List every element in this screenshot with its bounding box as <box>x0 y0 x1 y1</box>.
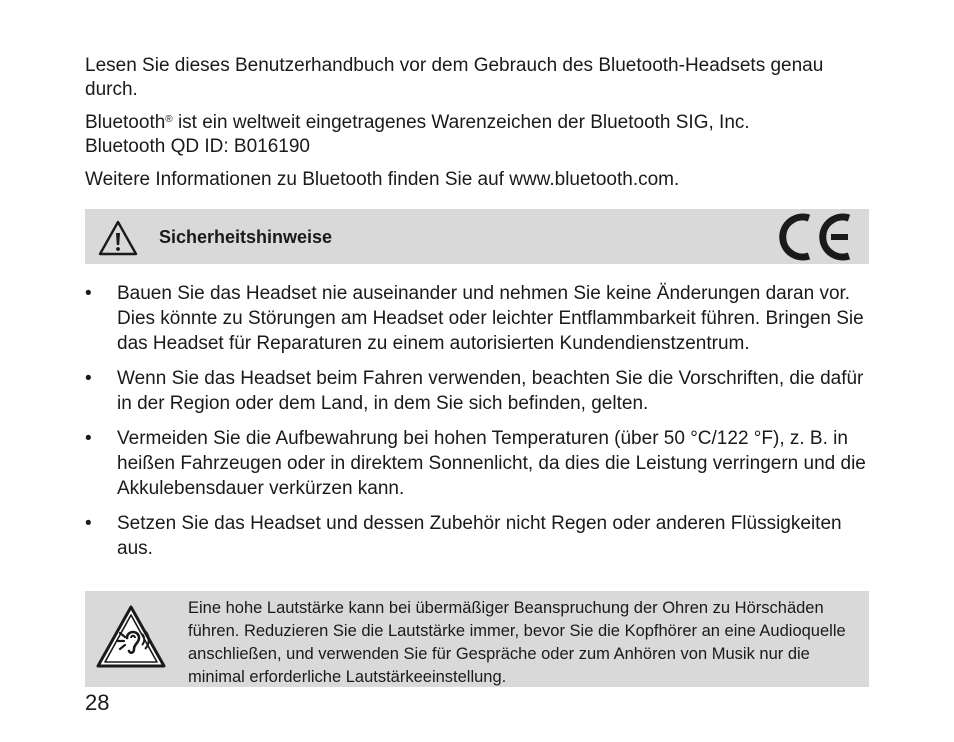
page-number: 28 <box>85 690 110 715</box>
trademark-word: Bluetooth <box>85 112 166 133</box>
safety-title: Sicherheitshinweise <box>159 227 333 247</box>
trademark-rest: ist ein weltweit eingetragenes Warenzeichen der Bluetooth SIG, Inc. <box>172 112 750 133</box>
ce-mark-icon <box>773 212 855 262</box>
list-item <box>85 366 875 416</box>
intro-read-manual: Lesen Sie dieses Benutzerhandbuch vor dem Gebrauch des Bluetooth-Headsets genau durch. <box>85 55 824 100</box>
bullet-marker: • <box>85 368 92 389</box>
intro-more-info: Weitere Informationen zu Bluetooth finden Sie auf www.bluetooth.com. <box>85 169 680 190</box>
hearing-warning-icon <box>95 604 167 670</box>
bullet-text: Setzen Sie das Headset und dessen Zubehör nicht Regen oder anderen Flüssigkeiten aus. <box>117 513 842 559</box>
safety-bullet-list <box>85 281 875 571</box>
intro-trademark <box>85 111 875 159</box>
bullet-marker: • <box>85 283 92 304</box>
bullet-marker: • <box>85 428 92 449</box>
registered-symbol: ® <box>165 114 173 125</box>
bullet-marker: • <box>85 513 92 534</box>
safety-header-bar <box>85 209 869 264</box>
warning-triangle-icon <box>97 219 139 257</box>
hearing-warning-text: Eine hohe Lautstärke kann bei übermäßiger Beanspruchung der Ohren zu Hörschäden führen. Reduzieren Sie die Lautstärke immer, bevor Sie die Kopfhörer an eine Audioquelle anschließen, und verwenden Sie für Gespräche oder zum Anhören von Musik nur die minimal erforderliche Lautstärkeeinstellung. <box>188 599 846 686</box>
qd-id: Bluetooth QD ID: B016190 <box>85 136 310 157</box>
list-item <box>85 511 875 561</box>
list-item <box>85 281 875 356</box>
bullet-text: Wenn Sie das Headset beim Fahren verwenden, beachten Sie die Vorschriften, die dafür in der Region oder dem Land, in dem Sie sich befinden, gelten. <box>117 368 864 414</box>
hearing-warning-box <box>85 591 869 687</box>
intro-section <box>85 54 875 201</box>
list-item <box>85 426 875 501</box>
bullet-text: Bauen Sie das Headset nie auseinander und nehmen Sie keine Änderungen daran vor. Dies könnte zu Störungen am Headset oder leichter Entflammbarkeit führen. Bringen Sie das Headset für Reparaturen zu einem autorisierten Kundendienstzentrum. <box>117 283 864 354</box>
bullet-text: Vermeiden Sie die Aufbewahrung bei hohen Temperaturen (über 50 °C/122 °F), z. B. in heißen Fahrzeugen oder in direktem Sonnenlicht, da dies die Leistung verringern und die Akkulebensdauer verkürzen kann. <box>117 428 866 499</box>
